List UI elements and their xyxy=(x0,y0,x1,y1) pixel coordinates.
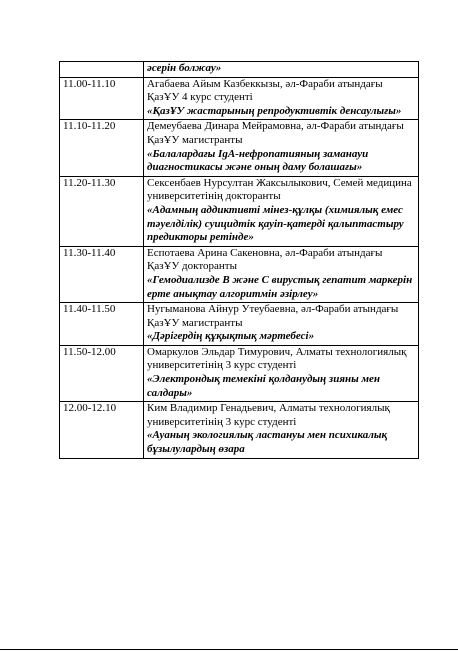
talk-topic: «Гемодиализде В және С вирустық гепатит маркерін ерте анықтау алгоритмін әзірлеу» xyxy=(147,273,413,300)
time-cell: 11.50-12.00 xyxy=(60,345,144,401)
time-cell: 11.40-11.50 xyxy=(60,303,144,346)
speaker-cell xyxy=(144,402,419,458)
time-cell: 11.30-11.40 xyxy=(60,246,144,302)
talk-topic: «Адамның аддиктивті мінез-құлқы (химиялық емес тәуелділік) суицидтік қауіп-қатерді қалыптастыру предикторы ретінде» xyxy=(147,203,404,244)
table-row-continuation xyxy=(60,62,419,78)
talk-topic: «Ауаның экологиялық ластануы мен психикалық бұзылулардың өзара xyxy=(147,429,388,456)
speaker-name: Ким Владимир Генадьевич, Алматы технологиялық университетінің 3 курс студенті xyxy=(147,402,390,428)
speaker-cell xyxy=(144,176,419,246)
talk-topic: «Балалардағы IgA-нефропатияның заманауи диагностикасы және оның даму болашағы» xyxy=(147,147,369,174)
time-cell: 11.20-11.30 xyxy=(60,176,144,246)
talk-topic: әсерін болжау» xyxy=(147,62,222,74)
time-cell: 11.00-11.10 xyxy=(60,77,144,120)
table-row xyxy=(60,345,419,401)
table-row xyxy=(60,77,419,120)
table-row xyxy=(60,402,419,458)
speaker-cell xyxy=(144,120,419,176)
speaker-cell xyxy=(144,345,419,401)
speaker-name: Сексенбаев Нурсултан Жаксылыкович, Семей медицина университетінің докторанты xyxy=(147,176,412,203)
speaker-cell xyxy=(144,303,419,346)
table-row xyxy=(60,303,419,346)
speaker-cell xyxy=(144,62,419,78)
table-row xyxy=(60,176,419,246)
page-bottom-rule xyxy=(0,649,458,650)
time-cell: 12.00-12.10 xyxy=(60,402,144,458)
table-row xyxy=(60,246,419,302)
table-row xyxy=(60,120,419,176)
talk-topic: «ҚазҰУ жастарының репродуктивтік денсаулығы» xyxy=(147,104,402,117)
speaker-name: Нугыманова Айнур Утеубаевна, әл-Фараби атындағы ҚазҰУ магистранты xyxy=(147,303,399,329)
speaker-name: Омаркулов Эльдар Тимурович, Алматы технологиялық университетінің 3 курс студенті xyxy=(147,345,407,372)
schedule-table xyxy=(59,61,419,459)
speaker-cell xyxy=(144,77,419,120)
speaker-name: Агабаева Айым Казбеккызы, әл-Фараби атындағы ҚазҰУ 4 курс студенті xyxy=(147,77,383,104)
speaker-name: Демеубаева Динара Мейрамовна, әл-Фараби атындағы ҚазҰУ магистранты xyxy=(147,120,404,146)
speaker-cell xyxy=(144,246,419,302)
speaker-name: Еспотаева Арина Сакеновна, әл-Фараби атындағы ҚазҰУ докторанты xyxy=(147,246,383,273)
time-cell xyxy=(60,62,144,78)
talk-topic: «Электрондық темекіні қолданудың зияны мен салдары» xyxy=(147,373,380,399)
time-cell: 11.10-11.20 xyxy=(60,120,144,176)
talk-topic: «Дәрігердің құқықтық мәртебесі» xyxy=(147,330,315,343)
